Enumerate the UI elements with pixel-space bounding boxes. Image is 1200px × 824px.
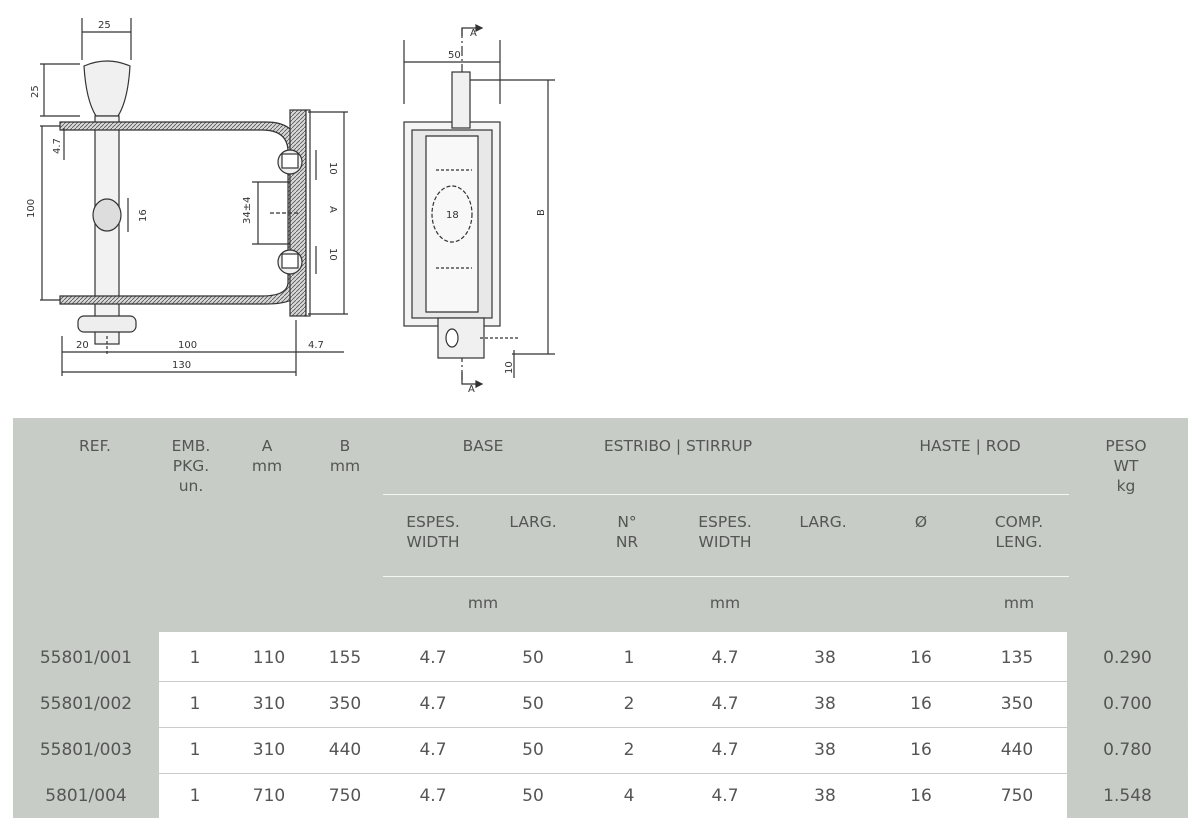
dim-a-left: A bbox=[327, 206, 338, 213]
technical-drawings bbox=[0, 0, 1200, 410]
dim-25-top: 25 bbox=[98, 20, 111, 31]
header-larg-base: LARG. bbox=[509, 513, 557, 531]
cell-n: 2 bbox=[623, 740, 635, 760]
dim-100-side: 100 bbox=[26, 198, 37, 218]
cell-base-espes: 4.7 bbox=[419, 694, 447, 714]
cell-peso: 1.548 bbox=[1103, 786, 1152, 806]
header-divider-2 bbox=[383, 576, 1069, 577]
header-espes-estribo: ESPES. WIDTH bbox=[698, 513, 752, 551]
cell-base-espes: 4.7 bbox=[419, 648, 447, 668]
cell-base-larg: 50 bbox=[522, 694, 544, 714]
cell-est-larg: 38 bbox=[814, 740, 836, 760]
header-estribo: ESTRIBO | STIRRUP bbox=[603, 437, 753, 455]
cell-n: 2 bbox=[623, 694, 635, 714]
header-a: A mm bbox=[251, 437, 283, 475]
cell-comp: 135 bbox=[1000, 648, 1034, 668]
spec-table bbox=[13, 418, 1188, 818]
header-peso: PESO WT kg bbox=[1105, 437, 1147, 495]
dim-130: 130 bbox=[172, 360, 192, 371]
dim-20: 20 bbox=[76, 340, 89, 351]
cell-base-espes: 4.7 bbox=[419, 740, 447, 760]
cell-diam: 16 bbox=[910, 694, 932, 714]
header-comp: COMP. LENG. bbox=[994, 513, 1044, 551]
cell-b: 155 bbox=[328, 648, 362, 668]
table-row bbox=[13, 776, 1188, 816]
cell-a: 710 bbox=[252, 786, 286, 806]
row-divider bbox=[13, 727, 1188, 728]
cell-est-larg: 38 bbox=[814, 648, 836, 668]
dim-100-bottom: 100 bbox=[178, 340, 198, 351]
cell-b: 750 bbox=[328, 786, 362, 806]
dim-10-right: 10 bbox=[504, 361, 515, 374]
table-row bbox=[13, 730, 1188, 770]
cell-base-larg: 50 bbox=[522, 740, 544, 760]
cell-emb: 1 bbox=[189, 694, 201, 714]
dim-34: 34±4 bbox=[242, 196, 253, 224]
cell-base-larg: 50 bbox=[522, 648, 544, 668]
header-b: B mm bbox=[329, 437, 361, 475]
cell-base-larg: 50 bbox=[522, 786, 544, 806]
cell-emb: 1 bbox=[189, 648, 201, 668]
table-row bbox=[13, 684, 1188, 724]
cell-est-espes: 4.7 bbox=[711, 648, 739, 668]
cell-b: 350 bbox=[328, 694, 362, 714]
cell-emb: 1 bbox=[189, 740, 201, 760]
cell-n: 4 bbox=[623, 786, 635, 806]
cell-comp: 750 bbox=[1000, 786, 1034, 806]
cell-comp: 440 bbox=[1000, 740, 1034, 760]
header-mm-haste: mm bbox=[1003, 594, 1035, 612]
dim-b: B bbox=[536, 209, 547, 216]
header-emb: EMB. PKG. un. bbox=[171, 437, 211, 495]
left-view-drawing bbox=[0, 0, 1200, 410]
cell-ref: 55801/003 bbox=[39, 740, 133, 760]
header-ref: REF. bbox=[79, 437, 111, 455]
header-n: N° NR bbox=[615, 513, 639, 551]
section-a-top: A bbox=[470, 28, 477, 39]
cell-peso: 0.780 bbox=[1103, 740, 1152, 760]
dim-50: 50 bbox=[448, 50, 461, 61]
cell-diam: 16 bbox=[910, 740, 932, 760]
row-divider bbox=[13, 773, 1188, 774]
table-row bbox=[13, 638, 1188, 678]
header-larg-estribo: LARG. bbox=[799, 513, 847, 531]
cell-b: 440 bbox=[328, 740, 362, 760]
dim-10-top: 10 bbox=[327, 162, 338, 175]
header-diam: Ø bbox=[914, 513, 928, 531]
cell-peso: 0.290 bbox=[1103, 648, 1152, 668]
cell-n: 1 bbox=[623, 648, 635, 668]
section-a-prime: A' bbox=[468, 384, 478, 395]
dim-4-7-side: 4.7 bbox=[52, 138, 63, 154]
cell-ref: 55801/002 bbox=[39, 694, 133, 714]
row-divider bbox=[13, 681, 1188, 682]
header-mm-base: mm bbox=[467, 594, 499, 612]
cell-peso: 0.700 bbox=[1103, 694, 1152, 714]
dim-18: 18 bbox=[446, 210, 459, 221]
dim-16: 16 bbox=[138, 209, 149, 222]
cell-est-espes: 4.7 bbox=[711, 740, 739, 760]
cell-diam: 16 bbox=[910, 648, 932, 668]
cell-est-espes: 4.7 bbox=[711, 786, 739, 806]
cell-a: 310 bbox=[252, 740, 286, 760]
cell-est-espes: 4.7 bbox=[711, 694, 739, 714]
header-mm-estribo: mm bbox=[709, 594, 741, 612]
cell-est-larg: 38 bbox=[814, 694, 836, 714]
cell-a: 110 bbox=[252, 648, 286, 668]
cell-ref: 55801/001 bbox=[39, 648, 133, 668]
cell-a: 310 bbox=[252, 694, 286, 714]
header-divider-1 bbox=[383, 494, 1069, 495]
cell-diam: 16 bbox=[910, 786, 932, 806]
header-haste: HASTE | ROD bbox=[919, 437, 1021, 455]
cell-est-larg: 38 bbox=[814, 786, 836, 806]
header-base: BASE bbox=[462, 437, 504, 455]
dim-25-side: 25 bbox=[30, 85, 41, 98]
cell-ref: 5801/004 bbox=[45, 786, 127, 806]
dim-4-7-bottom: 4.7 bbox=[308, 340, 324, 351]
cell-emb: 1 bbox=[189, 786, 201, 806]
right-view-drawing bbox=[404, 25, 555, 387]
header-espes-base: ESPES. WIDTH bbox=[406, 513, 460, 551]
dim-10-bottom: 10 bbox=[327, 248, 338, 261]
cell-comp: 350 bbox=[1000, 694, 1034, 714]
cell-base-espes: 4.7 bbox=[419, 786, 447, 806]
